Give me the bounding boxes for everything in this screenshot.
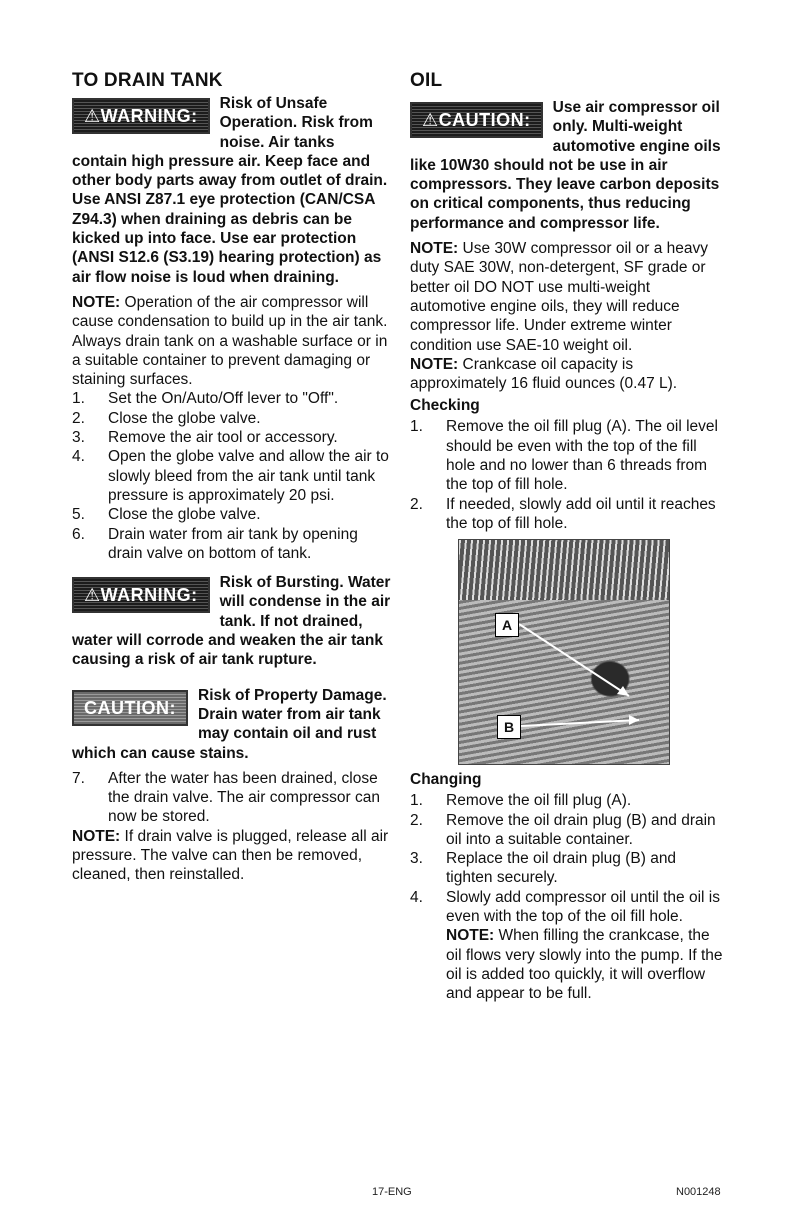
warning-badge: ⚠WARNING: xyxy=(72,98,210,134)
document-code: N001248 xyxy=(676,1186,721,1198)
list-item: 4. Open the globe valve and allow the air to slowly bleed from the air tank until tank pressure is approximately 20 psi. xyxy=(72,448,389,504)
drain-steps-list xyxy=(72,389,392,563)
note-plugged-valve: NOTE: If drain valve is plugged, release all air pressure. The valve can then be removed, cleaned, then reinstalled. xyxy=(72,827,389,884)
note-oil-capacity: NOTE: Crankcase oil capacity is approximately 16 fluid ounces (0.47 L). xyxy=(410,355,678,393)
list-item: 7. After the water has been drained, close the drain valve. The air compressor can now be stored. xyxy=(72,769,380,826)
list-item: 6. Drain water from air tank by opening drain valve on bottom of tank. xyxy=(72,525,358,562)
checking-steps-list xyxy=(410,417,725,533)
warning-bursting xyxy=(72,573,392,669)
caution-badge: CAUTION: xyxy=(72,690,188,726)
oil-plug-photo xyxy=(458,539,670,765)
warning-text: Risk of Unsafe Operation. Risk from noise. Air tanks contain high pressure air. Keep face and other body parts away from outlet of drain. Use ANSI Z87.1 eye protection (CAN/CSA Z94.3) when draining as debris can be kicked up into face. Use ear protection (ANSI S12.6 (S3.19) hearing protection) as air flow noise is loud when draining. xyxy=(72,95,388,286)
changing-steps-list xyxy=(410,791,725,1003)
caution-badge: ⚠CAUTION: xyxy=(410,102,543,138)
list-item: 5. Close the globe valve. xyxy=(72,506,261,524)
caution-text: Use air compressor oil only. Multi-weight automotive engine oils like 10W30 should not be use in air compressors. They leave carbon deposits on critical components, thus reducing performance and compressor life. xyxy=(410,99,721,232)
note-condensation: NOTE: Operation of the air compressor will cause condensation to build up in the air tank. Always drain tank on a washable surface or in a suitable container to prevent damaging or staining surfaces. xyxy=(72,293,388,389)
pointer-arrows xyxy=(459,540,669,764)
warning-unsafe-operation xyxy=(72,94,392,287)
caution-text: Risk of Property Damage. Drain water from air tank may contain oil and rust which can cause stains. xyxy=(72,686,387,762)
changing-heading: Changing xyxy=(410,771,482,789)
list-item: 4. Slowly add compressor oil until the oil is even with the top of the oil fill hole. NOTE: When filling the crankcase, the oil flows very slowly into the pump. If the oil is added too quickly, it will overflow and appear to be full. xyxy=(410,888,723,1003)
list-item: 3. Remove the air tool or accessory. xyxy=(72,429,338,447)
caution-property-damage xyxy=(72,686,392,763)
list-item: 1. Set the On/Auto/Off lever to "Off". xyxy=(72,390,339,408)
checking-heading: Checking xyxy=(410,397,480,415)
page-number: 17-ENG xyxy=(372,1186,412,1198)
caution-oil-only xyxy=(410,98,725,233)
note-oil-type: NOTE: Use 30W compressor oil or a heavy duty SAE 30W, non-detergent, SF grade or better oil DO NOT use multi-weight automotive engine oils, they will reduce compressor life. Under extreme winter condition use SAE-10 weight oil. xyxy=(410,240,709,354)
drain-step-7 xyxy=(72,769,392,827)
list-item: 2. If needed, slowly add oil until it reaches the top of fill hole. xyxy=(410,495,716,532)
warning-text: Risk of Bursting. Water will condense in the air tank. If not drained, water will corrode and weaken the air tank causing a risk of air tank rupture. xyxy=(72,574,391,669)
drain-tank-title: TO DRAIN TANK xyxy=(72,70,223,91)
left-column xyxy=(72,70,392,885)
right-column xyxy=(410,70,725,1004)
list-item: 1. Remove the oil fill plug (A). The oil level should be even with the top of the fill hole and no lower than 6 threads from the top of fill hole. xyxy=(410,418,718,494)
warning-badge: ⚠WARNING: xyxy=(72,577,210,613)
oil-title: OIL xyxy=(410,70,443,91)
list-item: 1. Remove the oil fill plug (A). xyxy=(410,792,632,810)
list-item: 2. Close the globe valve. xyxy=(72,409,261,427)
list-item: 3. Replace the oil drain plug (B) and tighten securely. xyxy=(410,850,677,887)
label-a: A xyxy=(495,613,519,637)
label-b: B xyxy=(497,715,521,739)
list-item: 2. Remove the oil drain plug (B) and drain oil into a suitable container. xyxy=(410,811,716,848)
